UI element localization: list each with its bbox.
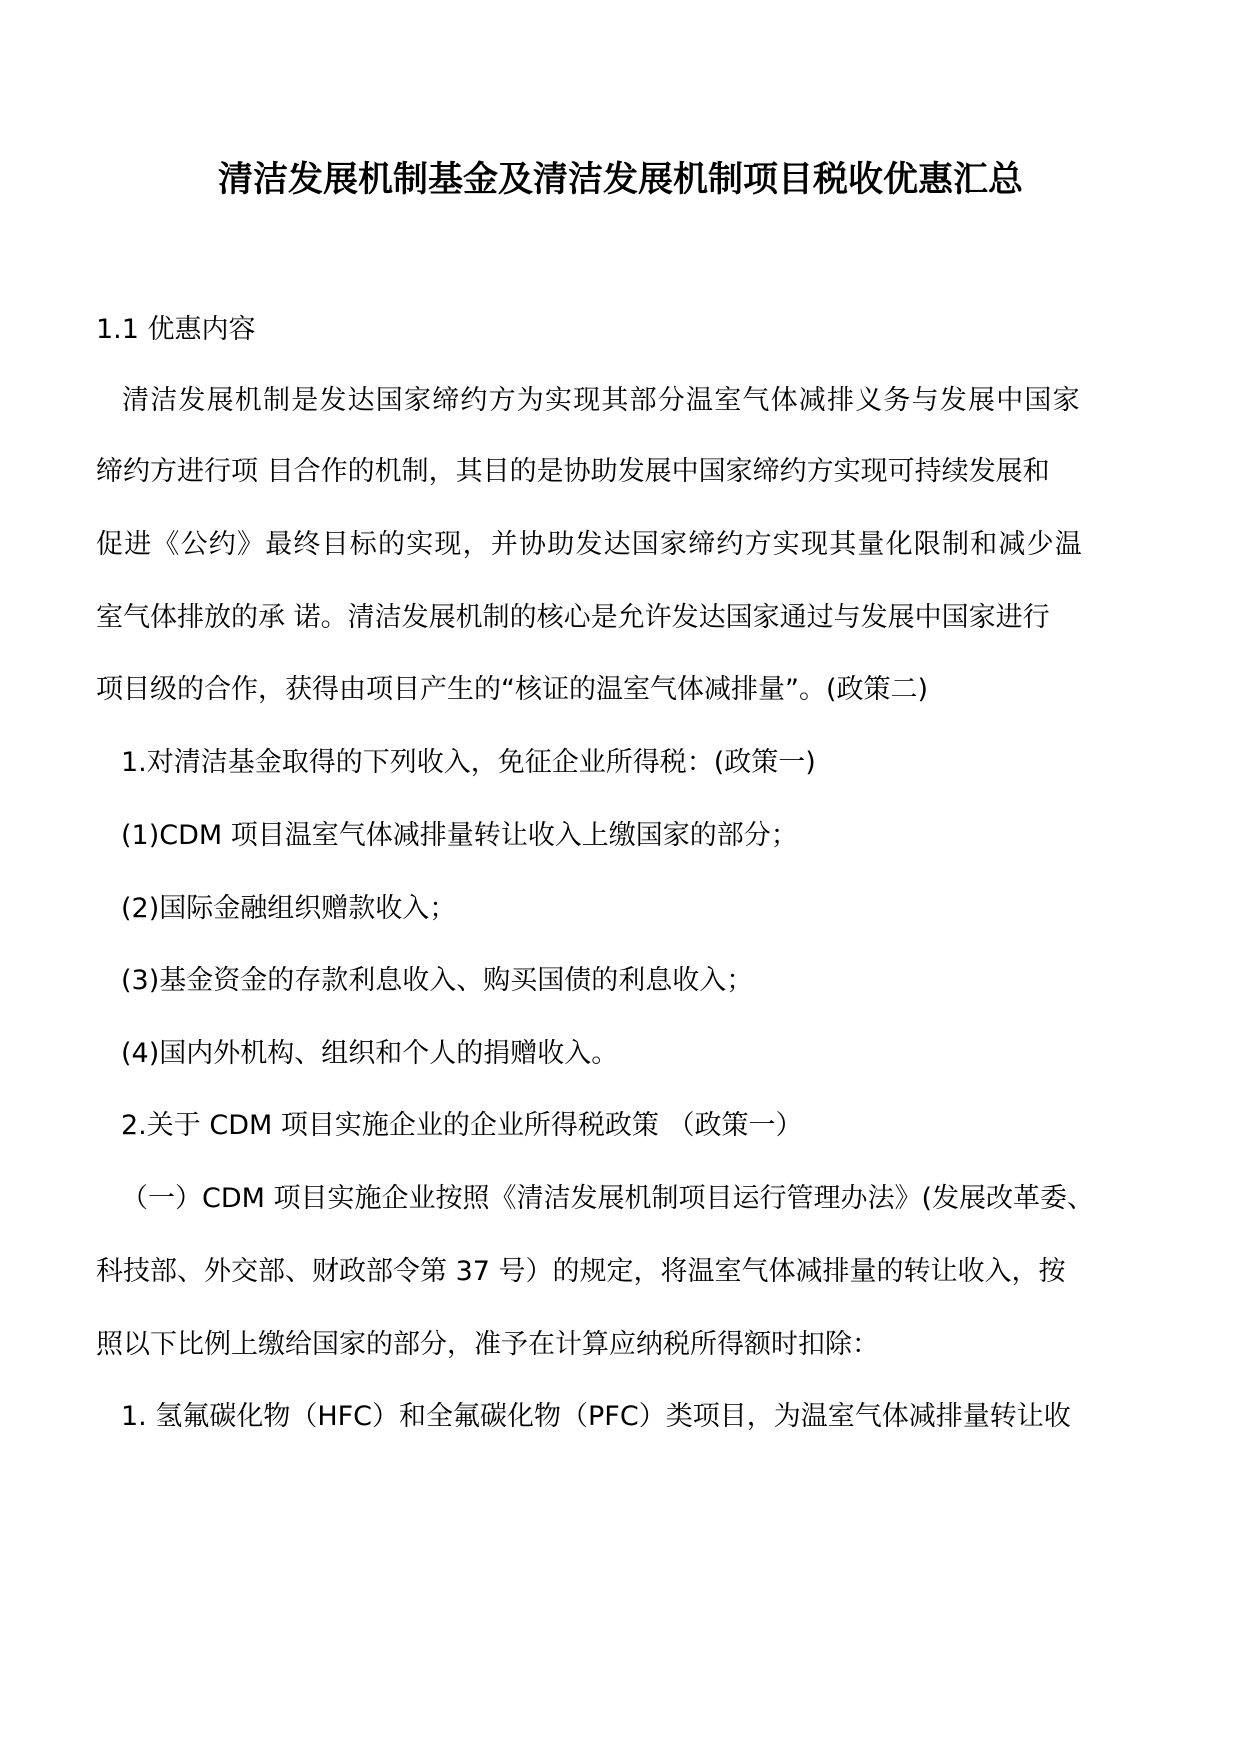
paragraph-line: 科技部、外交部、财政部令第 37 号）的规定，将温室气体减排量的转让收入，按 — [96, 1256, 1066, 1287]
paragraph-line: 清洁发展机制是发达国家缔约方为实现其部分温室气体减排义务与发展中国家 — [122, 385, 1081, 416]
paragraph-line: 缔约方进行项 目合作的机制，其目的是协助发展中国家缔约方实现可持续发展和 — [96, 456, 1050, 487]
paragraph-line: 促进《公约》最终目标的实现，并协助发达国家缔约方实现其量化限制和减少温 — [96, 529, 1083, 560]
list-item: (3)基金资金的存款利息收入、购买国债的利息收入； — [121, 965, 754, 996]
list-item: (4)国内外机构、组织和个人的捐赠收入。 — [121, 1038, 619, 1069]
list-heading: 2.关于 CDM 项目实施企业的企业所得税政策 （政策一） — [121, 1110, 803, 1141]
list-item: (1)CDM 项目温室气体减排量转让收入上缴国家的部分； — [121, 820, 798, 851]
list-item: 1. 氢氟碳化物（HFC）和全氟碳化物（PFC）类项目，为温室气体减排量转让收 — [121, 1401, 1071, 1432]
document-title: 清洁发展机制基金及清洁发展机制项目税收优惠汇总 — [217, 160, 1023, 200]
list-item: (2)国际金融组织赠款收入； — [121, 893, 457, 924]
section-heading: 1.1 优惠内容 — [96, 314, 256, 345]
paragraph-line: 室气体排放的承 诺。清洁发展机制的核心是允许发达国家通过与发展中国家进行 — [96, 602, 1050, 633]
list-heading: 1.对清洁基金取得的下列收入，免征企业所得税：(政策一) — [121, 747, 816, 778]
paragraph-line: 项目级的合作，获得由项目产生的“核证的温室气体减排量”。(政策二) — [96, 674, 929, 705]
paragraph-line: （一）CDM 项目实施企业按照《清洁发展机制项目运行管理办法》(发展改革委、 — [121, 1183, 1095, 1214]
paragraph-line: 照以下比例上缴给国家的部分，准予在计算应纳税所得额时扣除： — [96, 1329, 879, 1360]
